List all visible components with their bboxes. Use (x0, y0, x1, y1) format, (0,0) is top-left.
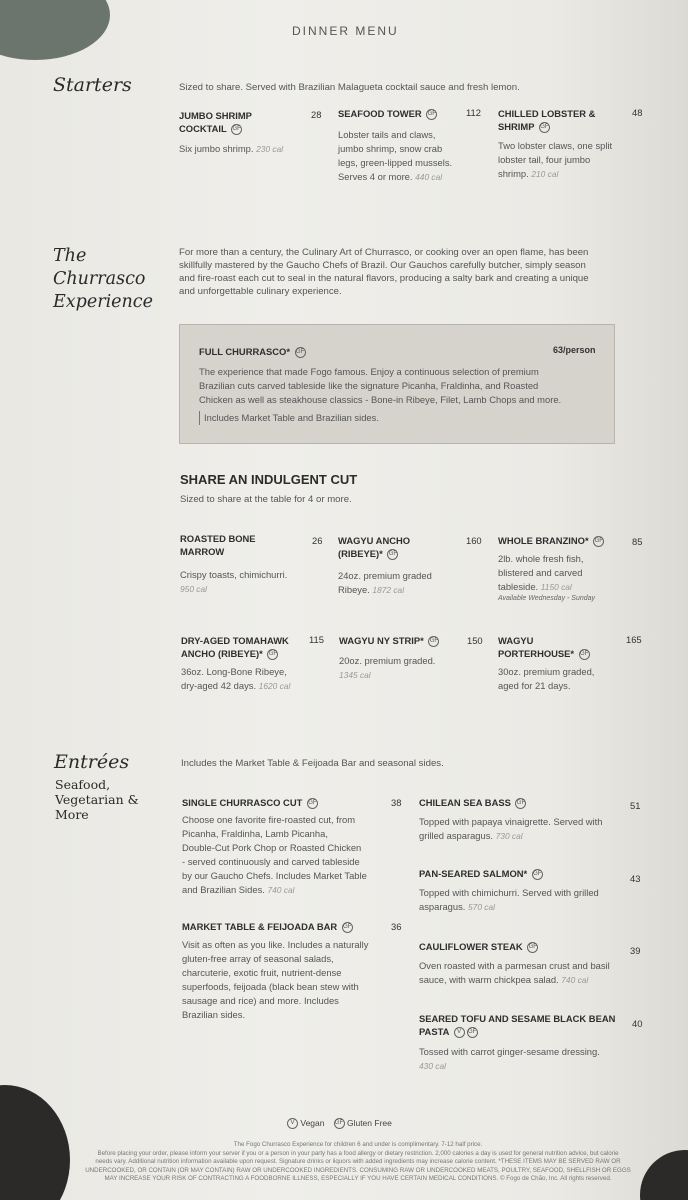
item-price: 38 (391, 797, 402, 808)
item-name: SEAFOOD TOWER GF (338, 108, 436, 119)
gluten-free-icon: GF (593, 536, 604, 547)
item-description: Tossed with carrot ginger-sesame dressing. 430 cal (419, 1046, 600, 1072)
menu-item (419, 796, 644, 843)
gluten-free-icon: GF (515, 798, 526, 809)
item-name: JUMBO SHRIMP COCKTAIL GF (179, 110, 252, 134)
item-description: Visit as often as you like. Includes a naturally gluten-free array of seasonal salads, charcuterie, exotic fruit, nutrient-dense superfoods, feijoada (black bean stew with sausage and rice) and more. Includes Brazilian sides. (182, 939, 369, 1021)
item-description: Oven roasted with a parmesan crust and basil sauce, with warm chickpea salad. 740 cal (419, 960, 610, 986)
gluten-free-icon: GF (428, 636, 439, 647)
item-price: 63/person (553, 345, 596, 355)
legal-footer: The Fogo Churrasco Experience for children 6 and under is complimentary. 7-12 half price. Before placing your order, please inform your server if you or a person in your party has a food allergy or dietary restriction. 2,000 calories a day is used for general nutrition advice, but calorie needs vary. Additional nutrition information available upon request. Signature drinks or liquors with added ingredients may increase calorie content. *THESE ITEMS MAY BE SERVED RAW OR UNDERCOOKED, OR CONTAIN (OR MAY CONTAIN) RAW OR UNDERCOOKED INGREDIENTS. CONSUMING RAW OR UNDERCOOKED MEATS, POULTRY, SEAFOOD, SHELLFISH OR EGGS MAY INCREASE YOUR RISK OF CONTRACTING A FOODBORNE ILLNESS, ESPECIALLY IF YOU HAVE CERTAIN MEDICAL CONDITIONS. © Fogo de Chão, Inc. All rights reserved. (85, 1141, 631, 1183)
menu-item (182, 796, 407, 897)
item-description: 36oz. Long-Bone Ribeye, dry-aged 42 days. 1620 cal (181, 666, 291, 692)
menu-item (419, 1012, 644, 1073)
item-name: ROASTED BONE MARROW (180, 533, 256, 557)
item-name: WHOLE BRANZINO* GF (498, 535, 603, 546)
menu-item (181, 634, 326, 693)
item-note: Includes Market Table and Brazilian sides. (199, 411, 379, 425)
item-price: 150 (467, 635, 483, 646)
item-description: 20oz. premium graded. 1345 cal (339, 655, 436, 681)
item-name: WAGYU NY STRIP* GF (339, 635, 439, 646)
gluten-free-icon: GF (334, 1118, 345, 1129)
menu-item (498, 634, 648, 693)
churrasco-intro: For more than a century, the Culinary Art of Churrasco, or cooking over an open flame, has been skillfully mastered by the Gaucho Chefs of Brazil. Our Gauchos carefully butcher, simply season and fire-roast each cut to seal in the natural flavors, producing a salty bark and creating a unique and unforgettable culinary experience. (179, 247, 589, 297)
item-name: CHILLED LOBSTER & SHRIMP GF (498, 108, 596, 132)
menu-title: DINNER MENU (292, 24, 399, 38)
vegan-icon: V (454, 1027, 465, 1038)
entrees-subtitle: Seafood, Vegetarian & More (55, 777, 139, 822)
section-title-churrasco: The Churrasco Experience (53, 246, 153, 312)
starters-intro: Sized to share. Served with Brazilian Malagueta cocktail sauce and fresh lemon. (179, 82, 520, 93)
menu-item (419, 940, 644, 987)
gluten-free-icon: GF (579, 649, 590, 660)
menu-item (338, 107, 483, 184)
gluten-free-icon: GF (539, 122, 550, 133)
entrees-intro: Includes the Market Table & Feijoada Bar and seasonal sides. (181, 758, 444, 769)
menu-item (179, 109, 324, 156)
section-title-entrees: Entrées (54, 751, 130, 773)
share-heading: SHARE AN INDULGENT CUT (180, 472, 358, 487)
gluten-free-icon: GF (307, 798, 318, 809)
gluten-free-icon: GF (527, 942, 538, 953)
item-description: The experience that made Fogo famous. Enjoy a continuous selection of premium Brazilian cuts carved tableside like the signature Picanha, Fraldinha, and Roasted Chicken as well as steakhouse classics - Bone-in Ribeye, Filet, Lamb Chops and more. (199, 366, 562, 405)
item-name: PAN-SEARED SALMON* GF (419, 868, 542, 879)
item-description: 30oz. premium graded, aged for 21 days. (498, 666, 595, 692)
menu-item (498, 534, 648, 602)
item-description: Two lobster claws, one split lobster tail, four jumbo shrimp. 210 cal (498, 140, 613, 180)
item-description: Topped with chimichurri. Served with grilled asparagus. 570 cal (419, 887, 599, 913)
share-subheading: Sized to share at the table for 4 or more. (180, 494, 352, 505)
gluten-free-icon: GF (231, 124, 242, 135)
item-name: CAULIFLOWER STEAK GF (419, 941, 537, 952)
item-description: Choose one favorite fire-roasted cut, from Picanha, Fraldinha, Lamb Picanha, Double-Cut Pork Chop or Roasted Chicken - served continuously and carved tableside by our Gaucho Chefs. Includes Market Table and Brazilian Sides. 740 cal (182, 814, 367, 896)
item-price: 40 (632, 1018, 643, 1029)
section-title-starters: Starters (53, 74, 132, 96)
menu-item (419, 867, 644, 914)
gluten-free-icon: GF (295, 347, 306, 358)
item-description: Six jumbo shrimp. 230 cal (179, 143, 284, 155)
gluten-free-icon: GF (387, 549, 398, 560)
item-name: WAGYU ANCHO (RIBEYE)* GF (338, 535, 411, 559)
item-description: Crispy toasts, chimichurri. 950 cal (180, 569, 288, 594)
item-price: 51 (630, 800, 641, 811)
item-price: 160 (466, 535, 482, 546)
item-description: Lobster tails and claws, jumbo shrimp, snow crab legs, green-lipped mussels. Serves 4 or more. 440 cal (338, 129, 453, 183)
menu-item (498, 107, 648, 181)
item-price: 165 (626, 634, 642, 645)
gluten-free-icon: GF (267, 649, 278, 660)
menu-item (339, 634, 484, 682)
item-price: 48 (632, 107, 643, 118)
menu-item (338, 534, 483, 597)
item-name: MARKET TABLE & FEIJOADA BAR GF (182, 921, 352, 932)
menu-item (182, 920, 407, 1022)
item-price: 85 (632, 536, 643, 547)
photo-shadow (0, 0, 110, 60)
item-price: 36 (391, 921, 402, 932)
item-name: CHILEAN SEA BASS GF (419, 797, 526, 808)
item-name: WAGYU PORTERHOUSE* GF (498, 635, 589, 659)
gluten-free-icon: GF (532, 869, 543, 880)
item-availability: Available Wednesday - Sunday (498, 595, 596, 603)
gluten-free-icon: GF (342, 922, 353, 933)
item-price: 26 (312, 535, 323, 546)
item-description: 2lb. whole fresh fish, blistered and carved tableside. 1150 cal (498, 553, 584, 593)
item-price: 28 (311, 109, 322, 120)
item-name: DRY-AGED TOMAHAWK ANCHO (RIBEYE)* GF (181, 635, 289, 659)
item-name: FULL CHURRASCO* GF (199, 346, 305, 357)
dietary-legend: V Vegan GF Gluten Free (285, 1118, 392, 1129)
gluten-free-icon: GF (426, 109, 437, 120)
item-price: 115 (309, 634, 324, 645)
item-name: SEARED TOFU AND SESAME BLACK BEAN PASTA V GF (419, 1013, 616, 1037)
full-churrasco-box (179, 324, 615, 444)
item-price: 43 (630, 873, 641, 884)
vegan-icon: V (287, 1118, 298, 1129)
item-name: SINGLE CHURRASCO CUT GF (182, 797, 317, 808)
item-price: 112 (466, 107, 481, 118)
item-price: 39 (630, 945, 641, 956)
gluten-free-icon: GF (467, 1027, 478, 1038)
item-description: Topped with papaya vinaigrette. Served with grilled asparagus. 730 cal (419, 816, 603, 842)
item-description: 24oz. premium graded Ribeye. 1872 cal (338, 570, 432, 596)
menu-item (180, 532, 325, 596)
